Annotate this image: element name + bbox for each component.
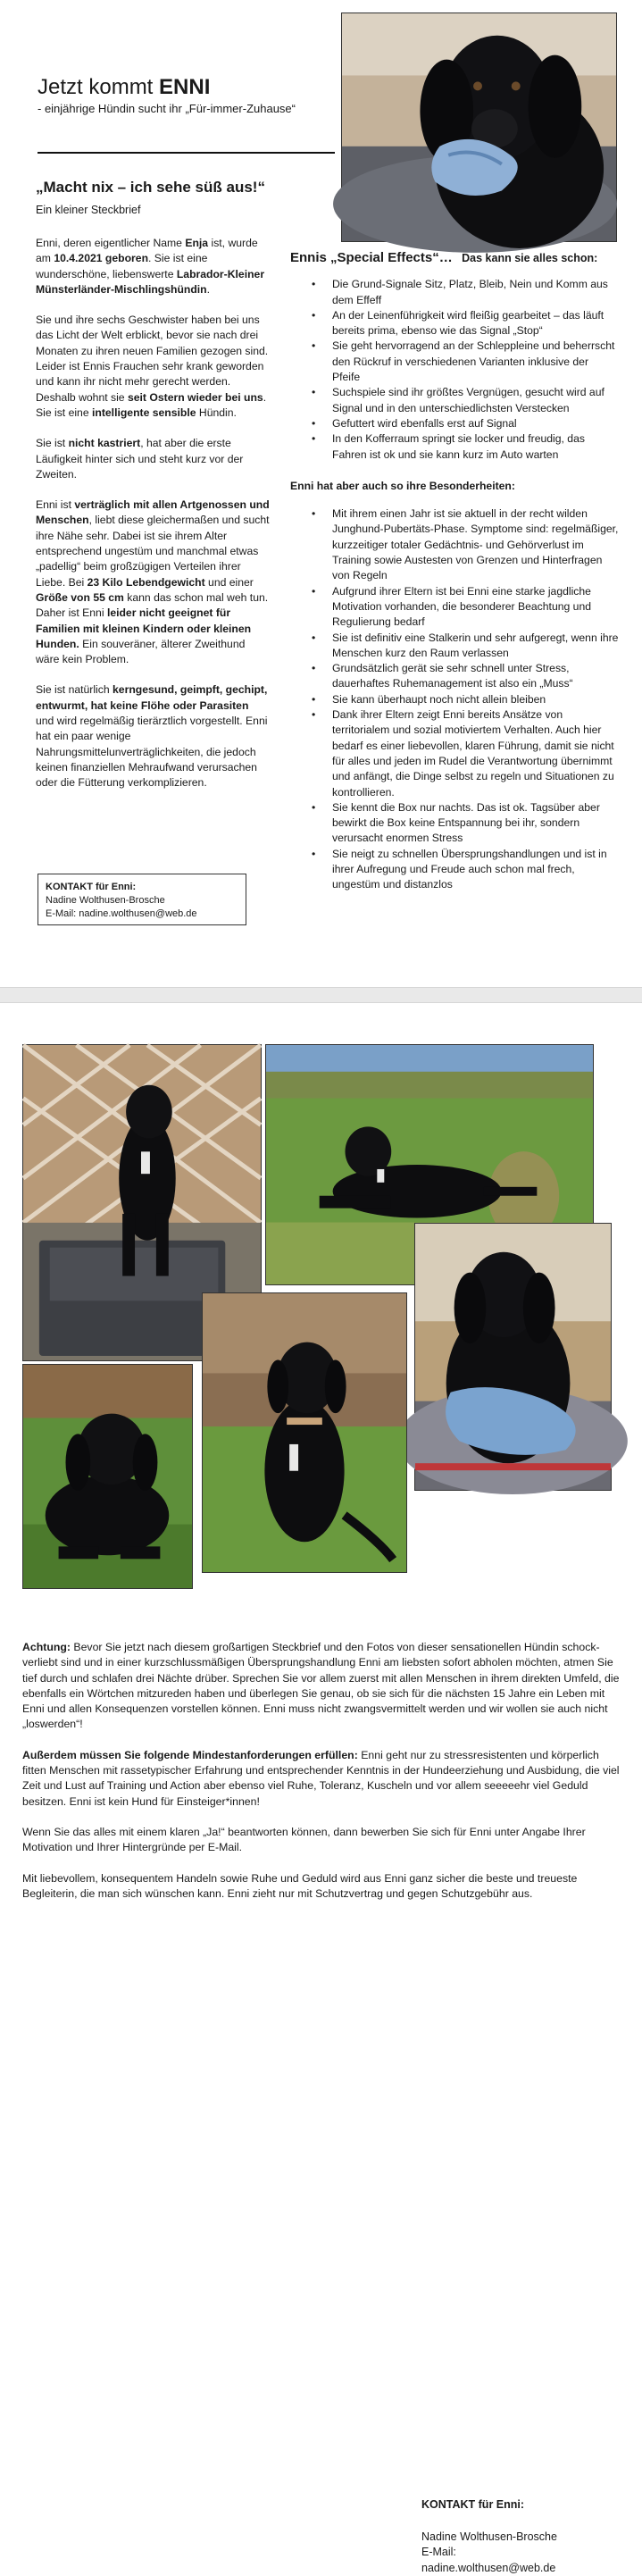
bold-text: kerngesund, geimpft, gechipt, entwurmt, hat keine Flöhe oder Parasiten: [36, 683, 267, 711]
besonderheiten-heading: Enni hat aber auch so ihre Besonderheiten:: [290, 479, 619, 494]
steckbrief-body: [36, 236, 270, 807]
bold-text: nicht kastriert: [69, 437, 141, 449]
paragraph: [36, 498, 270, 667]
skills-heading: [290, 250, 619, 266]
list-item: • An der Leinenführigkeit wird fleißig gearbeitet – das läuft bereits prima, ebenso wie das Signal „Stop“: [290, 308, 619, 339]
text-run: Wenn Sie das alles mit einem klaren „Ja!“ beantworten können, dann bewerben Sie sich für Enni unter Angabe Ihrer Motivation und Ihrer Hintergründe per E-Mail.: [22, 1826, 586, 1853]
text-run: Enni ist: [36, 498, 74, 511]
contact-email-label: E-Mail:: [421, 2545, 618, 2561]
steckbrief-heading: „Macht nix – ich sehe süß aus!“: [36, 179, 265, 197]
closing-text: [22, 1640, 621, 1917]
bold-text: intelligente sensible: [92, 406, 196, 419]
besonderheiten-list: [290, 506, 619, 892]
contact-name: Nadine Wolthusen-Brosche: [421, 2530, 618, 2546]
skills-subheading: Das kann sie alles schon:: [462, 252, 597, 264]
text-run: und wird regelmäßig tierärztlich vorgestellt. Enni hat ein paar wenige Nahrungsmittelunverträglichkeiten, die jedoch keinen finanziellen Mehraufwand verursachen oder die Fütterung verkomplizieren.: [36, 715, 267, 789]
paragraph: [36, 436, 270, 482]
contact-email[interactable]: nadine.wolthusen@web.de: [421, 2561, 618, 2576]
text-run: Mit liebevollem, konsequentem Handeln sowie Ruhe und Geduld wird aus Enni ganz sicher die beste und treueste Begleiterin, die man sich wünschen kann. Enni zieht nur mit Schutzvertrag und gegen Schutzgebühr aus.: [22, 1872, 577, 1900]
text-run: Enni, deren eigentlicher Name: [36, 237, 185, 249]
page-subtitle: - einjährige Hündin sucht ihr „Für-immer-Zuhause“: [38, 102, 296, 115]
bold-text: leider nicht geeignet für Familien mit kleinen Kindern oder kleinen Hunden.: [36, 606, 251, 650]
text-run: Enni geht nur zu stressresistenten und körperlich fitten Menschen mit rassetypischer Erfahrung und entsprechender Kenntnis in der Hundeerziehung und Ausbidung, die viel Zeit und Lust auf Training und Action aber ebenso viel Ruhe, Toleranz, Kuscheln und vor allem seeeeehr viel Geduld besitzen. Enni ist kein Hund für Einsteiger*innen!: [22, 1749, 620, 1808]
list-item: • Aufgrund ihrer Eltern ist bei Enni eine starke jagdliche Motivation vorhanden, die besonderer Beachtung und Regulierung bedarf: [290, 584, 619, 631]
text-run: , liebt diese gleichermaßen und sucht ihre Nähe sehr. Dabei ist sie ihrem Alter entsprechend ungestüm und manchmal etwas „padellig“ beim großzügigen Verteilen ihrer Liebe. Bei: [36, 514, 270, 588]
text-run: Sie ist natürlich: [36, 683, 113, 696]
paragraph: [22, 1748, 621, 1810]
text-run: Bevor Sie jetzt nach diesem großartigen Steckbrief und den Fotos von dieser sensationellen Hündin schock-verliebt sind und in einer kurzschlussmäßigen Übersprungshandlung Enni am liebsten sofort abholen möchten, atmen Sie tief durch und schlafen drei Nächte drüber. Sprechen Sie vor allem zuerst mit allen Menschen in ihrem direkten Umfeld, die ebenfalls ein Wörtchen mitzureden haben und überlegen Sie genau, ob sie sich für die nächsten 15 Jahre ein Leben mit Enni und allen Konsequenzen vorstellen können. Enni muss nicht zwangsvermittelt werden und wir wollen sie auch nicht „loswerden“!: [22, 1641, 619, 1730]
bold-text: 23 Kilo Lebendgewicht: [88, 576, 205, 589]
special-effects-heading: Ennis „Special Effects“…: [290, 250, 453, 265]
text-run: , hat aber die erste Läufigkeit hinter sich und steht kurz vor der Zweiten.: [36, 437, 243, 481]
list-item: • Sie ist definitiv eine Stalkerin und sehr aufgeregt, wenn ihre Menschen kurz den Raum verlassen: [290, 631, 619, 662]
steckbrief-subheading: Ein kleiner Steckbrief: [36, 204, 140, 216]
list-item: • In den Kofferraum springt sie locker und freudig, das Fahren ist ok und sie kann kurz im Auto warten: [290, 431, 619, 463]
paragraph: [22, 1871, 621, 1903]
divider: [38, 152, 335, 154]
paragraph: [22, 1825, 621, 1856]
contact-name: Nadine Wolthusen-Brosche: [46, 894, 238, 907]
skills-section: [290, 250, 619, 893]
text-run: . Sie ist eine: [36, 391, 266, 419]
contact-block: [421, 2497, 618, 2576]
list-item: • Gefuttert wird ebenfalls erst auf Signal: [290, 416, 619, 431]
list-item: • Sie neigt zu schnellen Übersprungshandlungen und ist in ihrer Aufregung und Freude auch schon mal frech, ungestüm und distanzlos: [290, 847, 619, 893]
text-run: und einer: [205, 576, 254, 589]
list-item: • Die Grund-Signale Sitz, Platz, Bleib, Nein und Komm aus dem Effeff: [290, 277, 619, 308]
text-run: Hündin.: [196, 406, 237, 419]
list-item: • Sie kennt die Box nur nachts. Das ist ok. Tagsüber aber bewirkt die Box keine Entspannung bei ihr, sondern verursacht enormen Stress: [290, 800, 619, 847]
list-item: • Grundsätzlich gerät sie sehr schnell unter Stress, dauerhaftes Ruhemanagement ist also ein „Muss“: [290, 661, 619, 692]
list-item: • Sie geht hervorragend an der Schleppleine und beherrscht den Rückruf in verschiedenen Varianten inklusive der Pfeife: [290, 339, 619, 385]
bold-text: 10.4.2021 geboren: [54, 252, 148, 264]
text-run: ist, wurde am: [36, 237, 258, 264]
bold-text: Enja: [185, 237, 208, 249]
page-separator: [0, 987, 642, 1003]
bold-text: Labrador-Kleiner Münsterländer-Mischlingshündin: [36, 268, 264, 296]
bold-text: Größe von 55 cm: [36, 591, 124, 604]
skills-list: [290, 277, 619, 463]
enni-lying-grass-photo: [22, 1364, 193, 1589]
paragraph: [22, 1640, 621, 1733]
bold-text: verträglich mit allen Artgenossen und Menschen: [36, 498, 270, 526]
text-run: . Sie ist eine wunderschöne, liebenswerte: [36, 252, 207, 280]
flyer-page-1: [0, 0, 642, 987]
contact-box: [38, 874, 246, 925]
text-run: .: [207, 283, 210, 296]
bold-text: Außerdem müssen Sie folgende Mindestanforderungen erfüllen:: [22, 1749, 358, 1761]
text-run: Sie ist: [36, 437, 69, 449]
page-title: Jetzt kommt ENNI: [38, 75, 210, 100]
paragraph: [36, 313, 270, 421]
contact-heading: KONTAKT für Enni:: [46, 881, 238, 894]
text-run: Sie und ihre sechs Geschwister haben bei uns das Licht der Welt erblickt, bevor sie nach drei Monaten zu ihren neuen Familien gezogen sind. Leider ist Ennis Frauchen sehr krank geworden und kann ihr nicht mehr gerecht werden. Deshalb wohnt sie: [36, 314, 268, 403]
enni-blanket-photo: [414, 1223, 612, 1491]
paragraph: [36, 236, 270, 297]
list-item: • Suchspiele sind ihr größtes Vergnügen, gesucht wird auf Signal und in den unterschiedlichsten Verstecken: [290, 385, 619, 416]
text-run: Ein souveräner, älterer Zweithund wäre kein Problem.: [36, 638, 245, 665]
bold-text: Achtung:: [22, 1641, 71, 1653]
list-item: • Mit ihrem einen Jahr ist sie aktuell in der recht wilden Junghund-Pubertäts-Phase. Symptome sind: regelmäßiger, kurzzeitiger totaler Gedächtnis- und Gehörverlust im Training sowie Austesten von Grenzen und Hinterfragen von Regeln: [290, 506, 619, 583]
list-item: • Sie kann überhaupt noch nicht allein bleiben: [290, 692, 619, 707]
paragraph: [36, 682, 270, 790]
contact-email[interactable]: E-Mail: nadine.wolthusen@web.de: [46, 907, 238, 921]
enni-portrait-photo: [341, 13, 617, 242]
text-run: kann das schon mal weh tun. Daher ist Enni: [36, 591, 268, 619]
bold-text: seit Ostern wieder bei uns: [128, 391, 263, 404]
contact-heading: KONTAKT für Enni:: [421, 2497, 618, 2513]
list-item: • Dank ihrer Eltern zeigt Enni bereits Ansätze von territorialem und sozial motiviertem Verhalten. Auch hier bedarf es einer liebevollen, klaren Führung, damit sie nicht für alles und jeden im Rudel die Verantwortung übernimmt und anfängt, die Dinge selbst zu regeln und Situationen zu kontrollieren.: [290, 707, 619, 800]
enni-sitting-lawn-photo: [202, 1292, 407, 1573]
